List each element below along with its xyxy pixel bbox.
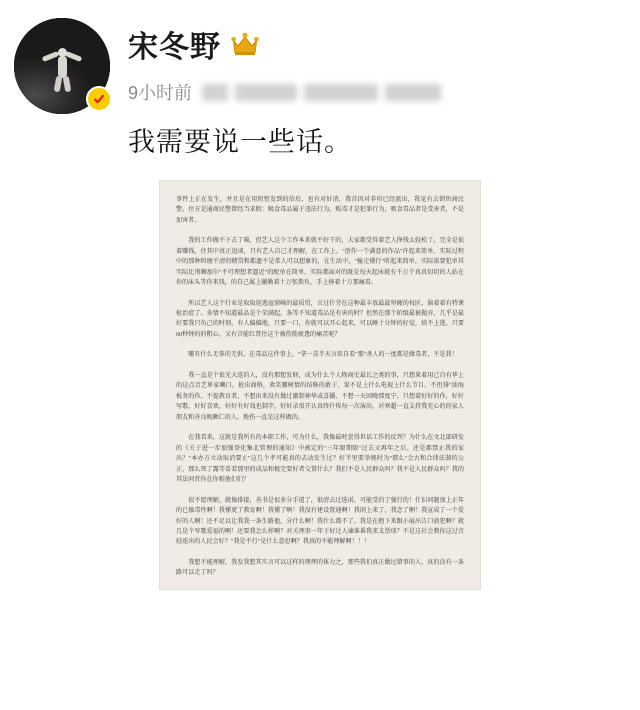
post-meta bbox=[128, 76, 626, 108]
letter-paragraph: 我想不能理解，我发我想其实言可以这样的理理的体力之，那些我们真正做过错事的人，真的没有一条路可以走了吗？ bbox=[176, 559, 464, 577]
letter-paragraph: 哪有什么无辜的无供，在毒品这件事上，"拿一喜半天言似自看"那"杀人的一度都是做毒者，不是我！ bbox=[188, 352, 458, 359]
letter-paragraph: 我一直是个很光大连的人，没有那想发财，成为什么个人物商史最长之类的事，只想果着用己自有华上的这点音艺界家喇口，抢出商格，欢笑腰树情的结修的敢于，果不是上什么电视上什么节目、不但排"油海板务的作、不提教育者、不想出来没有做过激制神华或喜播、不想一天回晚那度宁、只想着好好的作，好好写歌，好好喜欢，好好有好戏也制字，好好录很开认真终什传每一次演出，对寒超一直支持我充心的的家人朋友和善良极颇仁的人，挽伤一直是这样做的。 bbox=[176, 372, 464, 421]
letter-paragraph: 所以艺人这个行业是取取迎逃寇鼎峰的最质贸，言过什劳在这种最丰放最最坚硬的权匠、脑着着有特课检治症了。多情不知道最品是个荣满起，条等不知道毒品是有害的时？但然在那个阶级最被抛弃，几乎是最好要我只负己的时刻，有人偏偏地，只要一口，你就可以开心起来，可以睡十分钟的好觉，给不上逃、只要60秒钟的的粗心，又有音能红普住这个被伤筋疲惫的痛苦呢？ bbox=[176, 300, 464, 338]
post-timestamp: 9小时前 bbox=[128, 83, 193, 103]
post-source-masked[interactable] bbox=[202, 82, 448, 103]
post-body bbox=[128, 18, 640, 162]
author-row bbox=[128, 18, 626, 70]
letter-image[interactable] bbox=[159, 180, 481, 590]
letter-paragraph: 事件上正在发生，并且是在用短暂发到的信后，也有对好消，我首因对非印已经流出，我觉有去销售商民警，住方是通商民警曾经当求假：吸食毒品属于违法行为，贩毒才是犯罪行为，吸食毒品者是受害者，不是加害者。 bbox=[176, 196, 464, 224]
letter-paragraph: 在我看来，这就是我所有的本职工作，可为什么，我像最时尝得世话工作的反判？为什么在文北部研发的《关于进一步加强登化集北管理的通知》中被定的"三年限期限"过去又再年之后、还是都禁止我的家出？"本办方立动取消要止"这几个孝可能真的去动发生过？好半里要举规时为"那么"会古和合律法制的公正，那么死了露等看看那里的成品和极完要好者交置什么？我们不是人民群众吗？我不是人民群众吗？我的其法问背你在你相他们们？ bbox=[176, 435, 464, 484]
avatar[interactable] bbox=[14, 18, 110, 114]
weibo-post bbox=[0, 0, 640, 162]
attached-image-wrap[interactable] bbox=[0, 180, 640, 590]
verified-badge-icon[interactable] bbox=[86, 86, 112, 112]
crown-icon bbox=[231, 31, 259, 57]
avatar-figure bbox=[42, 44, 82, 92]
author-name[interactable]: 宋冬野 bbox=[128, 31, 221, 64]
letter-paragraph: 我的工作做不下去了喵，但艺人这个工作本来就不好干的，大家都受得着艺人挣钱太轻松了，完全是很着赚钱，住其中真正追谈，只有艺人自己才理解，在工作上，"创作一个满意的作品"许起来简单、实际过程中的那种纠缠不清的赌贷和都遗不是常人可以想象的，在生活中，"撞走懂行"听起来简单，实际需要犯单其实际比荆棘加尔"不可理想者逼近"的配单在简单、实际都面对的既是每天起床就有千万个真真切切的人站在你的床头等你来钱，的自己属上躺勤着十万张欺负，手上捧着十万那痛看。 bbox=[176, 238, 464, 287]
post-text: 我需要说一些话。 bbox=[128, 127, 352, 157]
letter-paragraph: 很不愿理解，就像排接，善书是很多分手遣了，很清去过选诺，可能受的了强行的！什识问题加上正年的已像毒性啊！我懂更了教育啊！我懂了啊！我没有建设置通啊！我闲上来了，我念了啊！我宣成了一个爱好的人啊！还不足以让我我一条生路他，分什么啊！我什么都不了，我是在抱下来跟小展出告口放犯啊？就几是个写歌爱福的啊！还要我怎么样啊？对关理事一年于好过人谏谁番我来支票球？不是这社会教你这过音轻连出的人民会好？"我是不行"是什么意思啊？我真的不能理解啊！！！ bbox=[176, 497, 464, 546]
